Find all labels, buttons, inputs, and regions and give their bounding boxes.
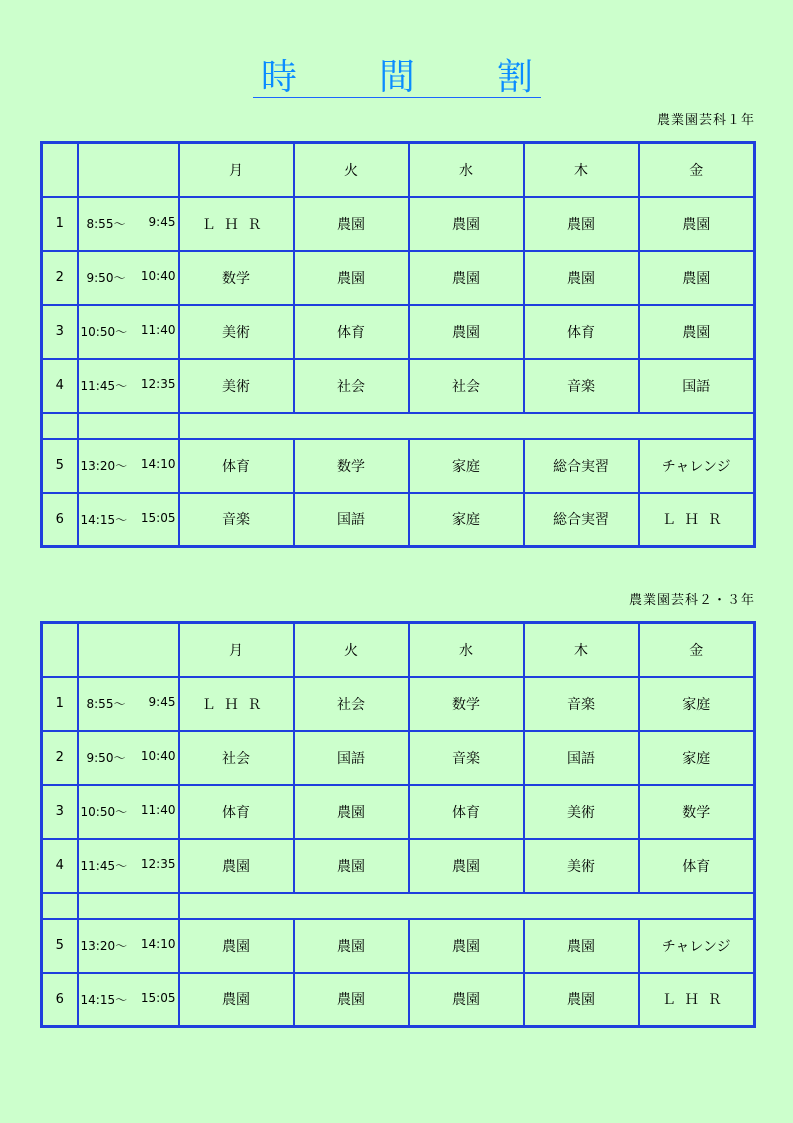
subject-cell: 社会 [179, 731, 294, 785]
period-end: 10:40 [140, 269, 176, 283]
subject-cell: 社会 [294, 677, 409, 731]
subject-cell: 美術 [524, 785, 639, 839]
subject-cell: 農園 [294, 197, 409, 251]
day-header: 水 [409, 623, 524, 677]
period-time [78, 785, 179, 839]
period-time [78, 493, 179, 547]
subject-cell: 家庭 [639, 677, 755, 731]
subject-cell: 国語 [294, 493, 409, 547]
day-header: 金 [639, 143, 755, 197]
period-time [78, 439, 179, 493]
subject-cell: 国語 [294, 731, 409, 785]
period-start: 8:55～ [86, 697, 126, 711]
lunch-break-row [42, 893, 755, 919]
period-row [42, 197, 755, 251]
period-end: 12:35 [140, 857, 176, 871]
corner-cell [42, 143, 78, 197]
class-label-2: 農業園芸科２・３年 [628, 593, 755, 608]
period-end: 10:40 [140, 749, 176, 763]
subject-cell: 体育 [409, 785, 524, 839]
subject-cell: 総合実習 [524, 439, 639, 493]
subject-cell: 体育 [179, 439, 294, 493]
header-row [42, 143, 755, 197]
period-end: 15:05 [140, 510, 176, 525]
subject-cell: ＬＨＲ [639, 493, 755, 547]
period-row [42, 731, 755, 785]
time-header-cell [78, 623, 179, 677]
subject-cell: 社会 [409, 359, 524, 413]
period-time [78, 919, 179, 973]
subject-cell: 家庭 [409, 439, 524, 493]
subject-cell: 農園 [524, 197, 639, 251]
period-time-range [81, 215, 178, 232]
period-time-range [81, 511, 178, 528]
day-header: 水 [409, 143, 524, 197]
period-end: 14:10 [140, 457, 176, 471]
subject-cell: 体育 [179, 785, 294, 839]
subject-cell: 農園 [409, 197, 524, 251]
period-time [78, 973, 179, 1027]
day-header: 木 [524, 623, 639, 677]
timetable-1 [40, 141, 756, 548]
subject-cell: 数学 [294, 439, 409, 493]
subject-cell: 音楽 [179, 493, 294, 547]
period-time-range [81, 323, 178, 340]
period-row [42, 305, 755, 359]
period-start: 8:55～ [86, 217, 126, 231]
period-row [42, 785, 755, 839]
period-time-range [81, 695, 178, 712]
lunch-time-cell [78, 893, 179, 919]
period-number: 2 [42, 731, 78, 785]
subject-cell: 農園 [294, 785, 409, 839]
subject-cell: 美術 [179, 305, 294, 359]
subject-cell: 数学 [179, 251, 294, 305]
period-end: 9:45 [148, 215, 176, 229]
period-row [42, 919, 755, 973]
time-header-cell [78, 143, 179, 197]
corner-cell [42, 623, 78, 677]
subject-cell: 国語 [639, 359, 755, 413]
period-end: 12:35 [140, 377, 176, 391]
day-header: 木 [524, 143, 639, 197]
subject-cell: 農園 [409, 973, 524, 1027]
day-header: 月 [179, 623, 294, 677]
period-start: 13:20～ [80, 459, 128, 473]
subject-cell: 農園 [409, 251, 524, 305]
period-number: 6 [42, 493, 78, 547]
subject-cell: 総合実習 [524, 493, 639, 547]
subject-cell: 数学 [409, 677, 524, 731]
period-row [42, 973, 755, 1027]
subject-cell: 家庭 [639, 731, 755, 785]
lunch-num-cell [42, 893, 78, 919]
lunch-time-cell [78, 413, 179, 439]
period-end: 15:05 [140, 990, 176, 1005]
subject-cell: 農園 [409, 305, 524, 359]
day-header: 火 [294, 623, 409, 677]
period-end: 11:40 [140, 803, 176, 817]
subject-cell: 美術 [179, 359, 294, 413]
period-row [42, 439, 755, 493]
lunch-span-cell [179, 893, 755, 919]
subject-cell: 農園 [294, 251, 409, 305]
day-header: 金 [639, 623, 755, 677]
period-time-range [81, 457, 178, 474]
period-start: 11:45～ [80, 379, 128, 393]
title-char: 割 [496, 56, 533, 98]
day-header: 火 [294, 143, 409, 197]
period-time [78, 305, 179, 359]
lunch-num-cell [42, 413, 78, 439]
period-start: 13:20～ [80, 939, 128, 953]
period-number: 1 [42, 197, 78, 251]
subject-cell: 体育 [639, 839, 755, 893]
period-number: 5 [42, 439, 78, 493]
period-start: 9:50～ [86, 751, 126, 765]
lunch-span-cell [179, 413, 755, 439]
period-number: 5 [42, 919, 78, 973]
period-row [42, 839, 755, 893]
subject-cell: ＬＨＲ [639, 973, 755, 1027]
timetable-2 [40, 621, 756, 1028]
period-time-range [81, 937, 178, 954]
period-end: 9:45 [148, 695, 176, 709]
period-start: 10:50～ [80, 805, 128, 819]
page-title [253, 58, 541, 98]
subject-cell: 農園 [639, 197, 755, 251]
subject-cell: 農園 [639, 305, 755, 359]
subject-cell: 農園 [524, 251, 639, 305]
subject-cell: 音楽 [524, 677, 639, 731]
period-end: 11:40 [140, 323, 176, 337]
subject-cell: 農園 [639, 251, 755, 305]
subject-cell: 国語 [524, 731, 639, 785]
period-time-range [81, 269, 178, 286]
subject-cell: 体育 [294, 305, 409, 359]
subject-cell: 農園 [179, 919, 294, 973]
period-end: 14:10 [140, 937, 176, 951]
subject-cell: 農園 [524, 919, 639, 973]
period-number: 4 [42, 839, 78, 893]
period-number: 4 [42, 359, 78, 413]
subject-cell: 体育 [524, 305, 639, 359]
subject-cell: チャレンジ [639, 919, 755, 973]
period-start: 9:50～ [86, 271, 126, 285]
period-number: 3 [42, 305, 78, 359]
period-row [42, 677, 755, 731]
subject-cell: 数学 [639, 785, 755, 839]
period-time [78, 839, 179, 893]
subject-cell: 農園 [294, 839, 409, 893]
subject-cell: 美術 [524, 839, 639, 893]
subject-cell: ＬＨＲ [179, 197, 294, 251]
subject-cell: 農園 [409, 919, 524, 973]
lunch-break-row [42, 413, 755, 439]
period-number: 3 [42, 785, 78, 839]
period-start: 11:45～ [80, 859, 128, 873]
title-char: 間 [378, 56, 415, 98]
period-time [78, 677, 179, 731]
subject-cell: 家庭 [409, 493, 524, 547]
period-time [78, 197, 179, 251]
day-header: 月 [179, 143, 294, 197]
period-start: 14:15～ [80, 512, 128, 527]
subject-cell: 社会 [294, 359, 409, 413]
period-time-range [81, 749, 178, 766]
period-time-range [81, 857, 178, 874]
subject-cell: 農園 [409, 839, 524, 893]
period-row [42, 251, 755, 305]
subject-cell: 農園 [294, 919, 409, 973]
title-char: 時 [261, 56, 298, 98]
period-row [42, 359, 755, 413]
subject-cell: 農園 [179, 973, 294, 1027]
subject-cell: 農園 [524, 973, 639, 1027]
subject-cell: 農園 [179, 839, 294, 893]
period-time-range [81, 991, 178, 1008]
period-row [42, 493, 755, 547]
period-start: 10:50～ [80, 325, 128, 339]
class-label-1: 農業園芸科１年 [656, 113, 755, 128]
period-number: 6 [42, 973, 78, 1027]
period-start: 14:15～ [80, 992, 128, 1007]
period-time [78, 251, 179, 305]
subject-cell: チャレンジ [639, 439, 755, 493]
subject-cell: ＬＨＲ [179, 677, 294, 731]
period-time-range [81, 803, 178, 820]
period-number: 2 [42, 251, 78, 305]
period-number: 1 [42, 677, 78, 731]
period-time-range [81, 377, 178, 394]
subject-cell: 音楽 [409, 731, 524, 785]
subject-cell: 音楽 [524, 359, 639, 413]
header-row [42, 623, 755, 677]
period-time [78, 731, 179, 785]
subject-cell: 農園 [294, 973, 409, 1027]
period-time [78, 359, 179, 413]
